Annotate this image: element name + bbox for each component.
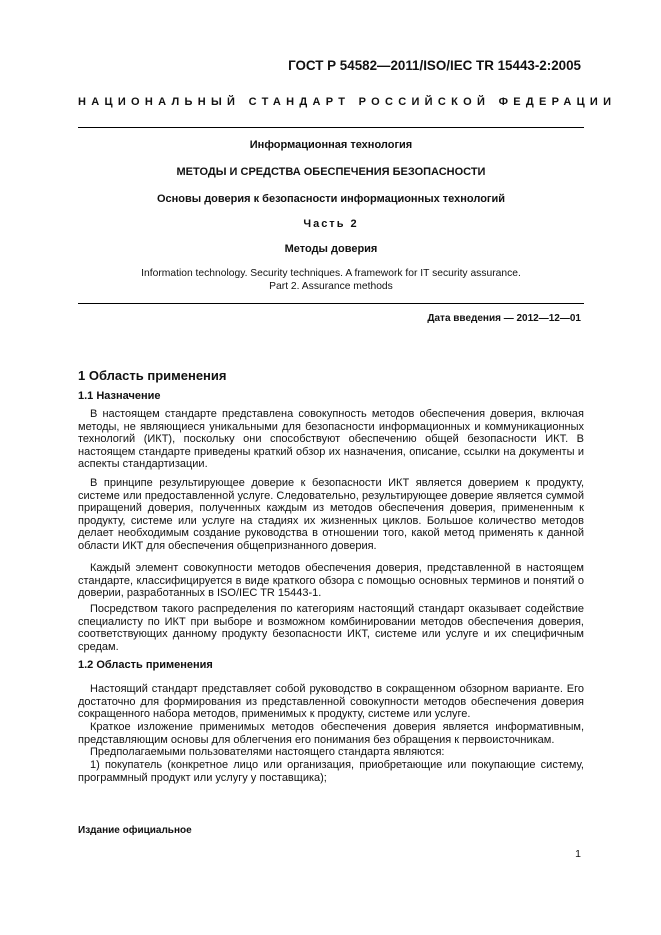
- part-subtitle: Методы доверия: [284, 243, 378, 255]
- paragraph: Каждый элемент совокупности методов обеспечения доверия, представленной в настоящем стандарте, классифицируется в виде краткого обзора с помощью основных терминов и понятий о доверии, разработанных в ISO/IEC TR 15443-1.: [78, 562, 584, 599]
- edition-label: Издание официальное: [78, 825, 192, 836]
- top-divider: [78, 127, 584, 128]
- introduction-date: Дата введения — 2012—12—01: [427, 313, 581, 324]
- national-standard-banner: НАЦИОНАЛЬНЫЙ СТАНДАРТ РОССИЙСКОЙ ФЕДЕРАЦИИ: [78, 96, 617, 108]
- section-1-heading: 1 Область применения: [78, 368, 227, 383]
- part-label: Часть 2: [303, 218, 359, 230]
- paragraph: Краткое изложение применимых методов обеспечения доверия является информативным, представляющим основы для облегчения его понимания без обращения к первоисточникам.: [78, 721, 584, 746]
- list-item: 1) покупатель (конкретное лицо или организация, приобретающие или покупающие систему, программный продукт или услугу у поставщика);: [78, 759, 584, 784]
- paragraph: В настоящем стандарте представлена совокупность методов обеспечения доверия, включая методы, не являющиеся уникальными для безопасности информационных и коммуникационных технологий (ИКТ), поскольку они способствуют обеспечению общей безопасности ИКТ. В настоящем стандарте приведены краткий обзор их назначения, описание, ссылки на документы и аспекты стандартизации.: [78, 408, 584, 470]
- page-number: 1: [575, 848, 581, 860]
- section-1-2-heading: 1.2 Область применения: [78, 659, 213, 671]
- paragraph: Предполагаемыми пользователями настоящего стандарта являются:: [90, 746, 445, 758]
- title-line-3: Основы доверия к безопасности информационных технологий: [156, 193, 506, 205]
- bottom-title-divider: [78, 303, 584, 304]
- english-title-line-2: Part 2. Assurance methods: [269, 281, 393, 292]
- section-1-1-heading: 1.1 Назначение: [78, 390, 161, 402]
- english-title-line-1: Information technology. Security techniques. A framework for IT security assurance.: [141, 268, 521, 279]
- paragraph: Посредством такого распределения по категориям настоящий стандарт оказывает содействие специалисту по ИКТ при выборе и возможном комбинировании методов обеспечения доверия, соответствующих данному продукту безопасности ИКТ, системе или услуге и их специфичным средам.: [78, 603, 584, 653]
- document-number: ГОСТ Р 54582—2011/ISO/IEC TR 15443-2:2005: [288, 58, 581, 73]
- title-line-2: МЕТОДЫ И СРЕДСТВА ОБЕСПЕЧЕНИЯ БЕЗОПАСНОСТИ: [176, 166, 486, 178]
- paragraph: Настоящий стандарт представляет собой руководство в сокращенном обзорном варианте. Его достаточно для формирования из представленной совокупности методов обеспечения доверия сокращенного набора методов, применимых к продукту, системе или услуге.: [78, 683, 584, 720]
- title-line-1: Информационная технология: [249, 139, 413, 151]
- paragraph: В принципе результирующее доверие к безопасности ИКТ является доверием к продукту, системе или предоставленной услуге. Следовательно, результирующее доверие является суммой приращений доверия, полученных каждым из методов обеспечения доверия, примененным к продукту, системе или услуге на стадиях их жизненных циклов. Большое количество методов делает необходимым создание руководства в отношении того, какой метод применять к данной области ИКТ для обеспечения общепризнанного доверия.: [78, 477, 584, 552]
